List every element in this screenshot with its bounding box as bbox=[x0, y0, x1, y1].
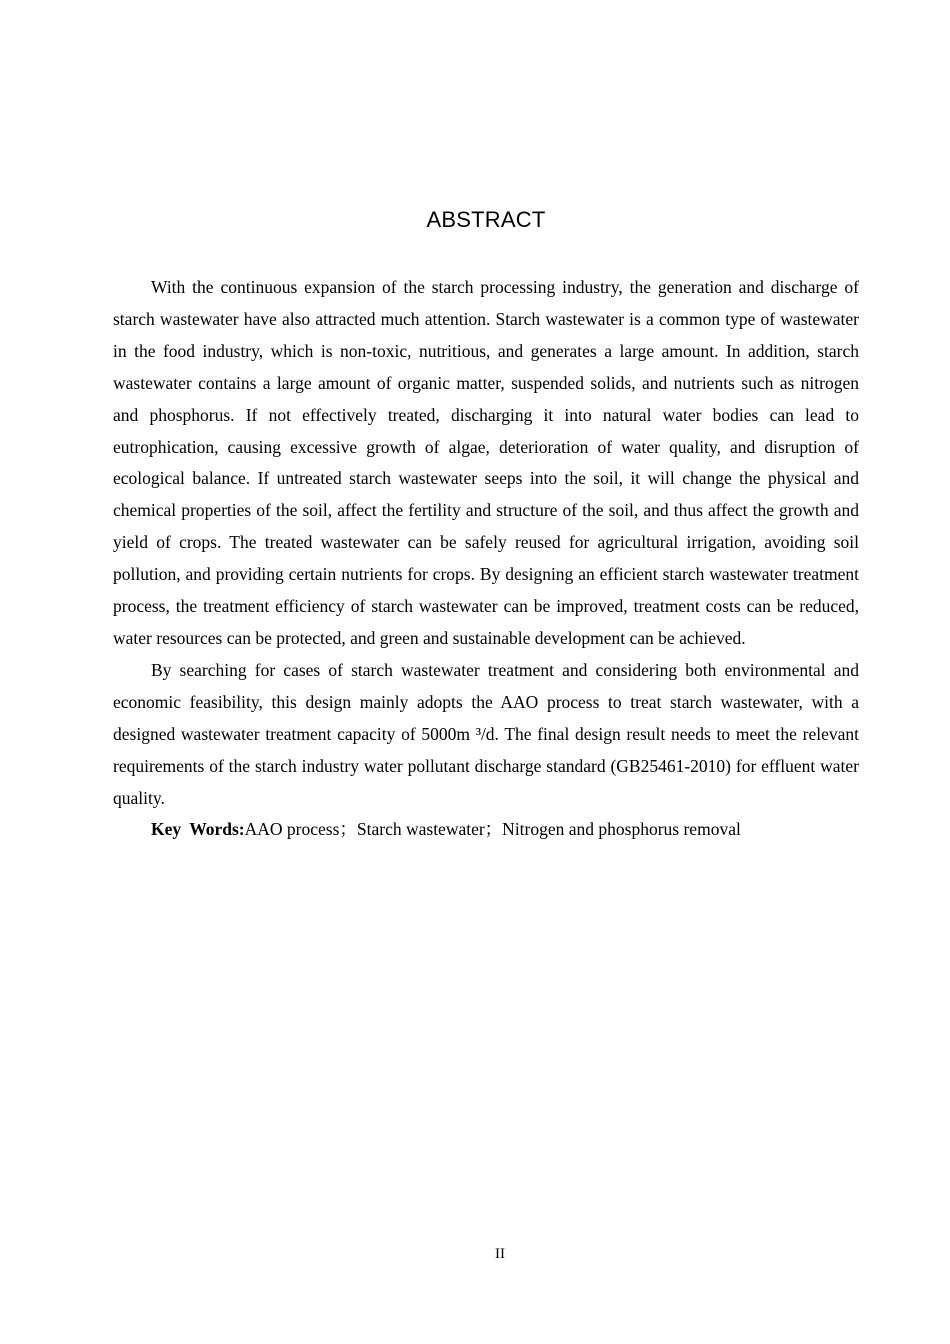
page-number: II bbox=[495, 1246, 505, 1262]
keywords-line bbox=[113, 814, 859, 846]
abstract-paragraph-2: By searching for cases of starch wastewater treatment and considering both environmental and economic feasibility, this design mainly adopts the AAO process to treat starch wastewater, with a designed wastewater treatment capacity of 5000m ³/d. The final design result needs to meet the relevant requirements of the starch industry water pollutant discharge standard (GB25461-2010) for effluent water quality. bbox=[113, 659, 859, 808]
keywords-label: Key Words: bbox=[151, 819, 245, 840]
abstract-paragraph-1: With the continuous expansion of the starch processing industry, the generation and discharge of starch wastewater have also attracted much attention. Starch wastewater is a common type of wastewater in the food industry, which is non-toxic, nutritious, and generates a large amount. In addition, starch wastewater contains a large amount of organic matter, suspended solids, and nutrients such as nitrogen and phosphorus. If not effectively treated, discharging it into natural water bodies can lead to eutrophication, causing excessive growth of algae, deterioration of water quality, and disruption of ecological balance. If untreated starch wastewater seeps into the soil, it will change the physical and chemical properties of the soil, affect the fertility and structure of the soil, and thus affect the growth and yield of crops. The treated wastewater can be safely reused for agricultural irrigation, avoiding soil pollution, and providing certain nutrients for crops. By designing an efficient starch wastewater treatment process, the treatment efficiency of starch wastewater can be improved, treatment costs can be reduced, water resources can be protected, and green and sustainable development can be achieved. bbox=[113, 277, 859, 648]
abstract-title: ABSTRACT bbox=[426, 207, 546, 232]
abstract-body bbox=[113, 272, 859, 846]
keywords-text: AAO process；Starch wastewater；Nitrogen and phosphorus removal bbox=[244, 819, 741, 840]
